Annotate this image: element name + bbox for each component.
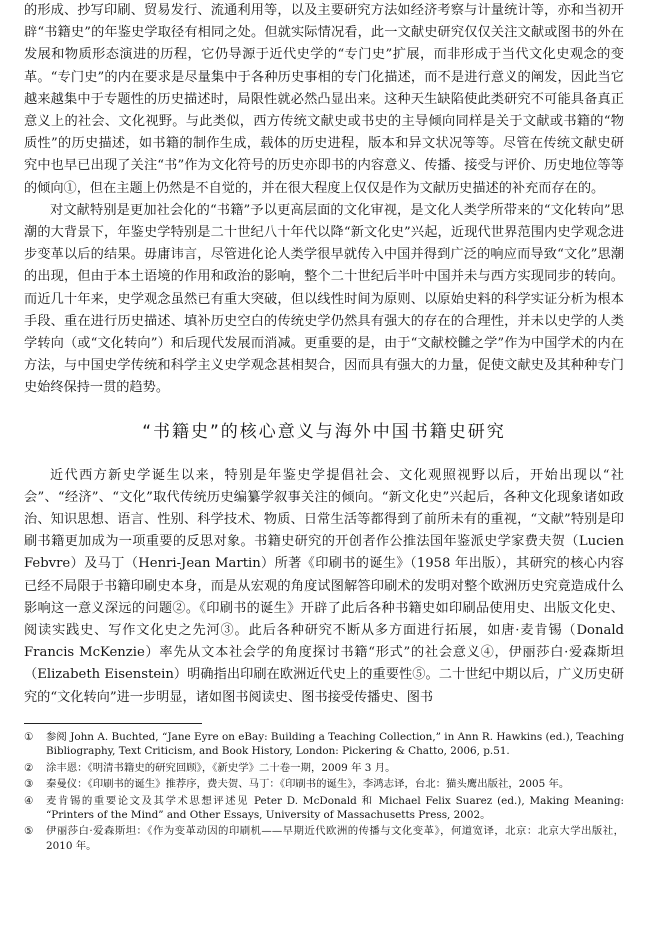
footnote-number: ① bbox=[24, 730, 34, 743]
footnote-2 bbox=[24, 761, 624, 775]
footnote-number: ⑤ bbox=[24, 825, 34, 838]
footnote-text: 麦肯锡的重要论文及其学术思想评述见 Peter D. McDonald 和 Michael Felix Suarez (ed.), Making Meaning: “Printers of the Mind” and Other Essays, University of Massachusetts Press, 2002。 bbox=[46, 794, 624, 821]
intro-paragraph-2: 对文献特别是更加社会化的“书籍”予以更高层面的文化审视，是文化人类学所带来的“文化转向”思潮的大背景下，年鉴史学特别是二十世纪八十年代以降“新文化史”兴起，近现代世界范围内史学观念进步变革以后的结果。毋庸讳言，尽管进化论人类学很早就传入中国并得到广泛的响应而导致“文化”思潮的出现，但由于本土语境的作用和政治的影响，整个二十世纪后半叶中国并未与西方实现同步的转向。而近几十年来，史学观念虽然已有重大突破，但以线性时间为原则、以原始史料的科学实证分析为根本手段、重在进行历史描述、填补历史空白的传统史学仍然具有强大的存在的合理性，并未以史学的人类学转向（或“文化转向”）和后现代发展而消减。更重要的是，由于“文献校雠之学”作为中国学术的内在方法，与中国史学传统和科学主义史学观念甚相契合，因而具有强大的力量，促使文献史及其种种专门史始终保持一贯的趋势。 bbox=[24, 202, 624, 396]
footnote-number: ④ bbox=[24, 794, 34, 807]
footnote-5 bbox=[24, 824, 624, 853]
footnote-1 bbox=[24, 730, 624, 759]
footnote-number: ② bbox=[24, 761, 34, 774]
footnote-number: ③ bbox=[24, 778, 34, 791]
footnote-text: 参阅 John A. Buchted, “Jane Eyre on eBay: Building a Teaching Collection,” in Ann R. Hawkins (ed.), Teaching Bibliography, Text Criticism, and Book History, London: Pickering & Chatto, 2006, p.51. bbox=[46, 730, 624, 758]
footnote-text: 涂丰恩：《明清书籍史的研究回顾》，《新史学》二十卷一期，2009 年 3 月。 bbox=[46, 761, 396, 774]
footnote-divider bbox=[24, 723, 202, 724]
section-paragraph: 近代西方新史学诞生以来，特别是年鉴史学提倡社会、文化观照视野以后，开始出现以“社会”、“经济”、“文化”取代传统历史编纂学叙事关注的倾向。“新文化史”兴起后，各种文化现象诸如政治、知识思想、语言、性别、科学技术、物质、日常生活等都得到了前所未有的重视，“文献”特别是印刷书籍更加成为一项重要的反思对象。书籍史研究的开创者作公推法国年鉴派史学家费夫贺（Lucien Febvre）及马丁（Henri-Jean Martin）所著《印刷书的诞生》（1958 年出版），其研究的核心内容已经不局限于书籍印刷史本身，而是从宏观的角度试图解答印刷术的发明对整个欧洲历史究竟造成什么影响这一意义深远的问题②。《印刷书的诞生》开辟了此后各种书籍史如印刷品使用史、出版文化史、阅读实践史、写作文化史之先河③。此后各种研究不断从多方面进行拓展，如唐·麦肯锡（Donald Francis McKenzie）率先从文本社会学的角度探讨书籍“形式”的社会意义④，伊丽莎白·爱森斯坦（Elizabeth Eisenstein）明确指出印刷在欧洲近代史上的重要性⑤。二十世纪中期以后，广义历史研究的“文化转向”进一步明显，诸如图书阅读史、图书接受传播史、图书 bbox=[24, 467, 624, 705]
footnote-text: 秦曼仪：《印刷书的诞生》推荐序，费夫贺、马丁：《印刷书的诞生》，李鸿志译，台北：猫头鹰出版社，2005 年。 bbox=[46, 778, 570, 791]
page bbox=[24, 0, 624, 855]
footnote-text: 伊丽莎白·爱森斯坦：《作为变革动因的印刷机——早期近代欧洲的传播与文化变革》，何道宽译，北京：北京大学出版社，2010 年。 bbox=[46, 825, 624, 852]
footnote-4 bbox=[24, 794, 624, 823]
footnote-3 bbox=[24, 777, 624, 791]
intro-paragraph-1: 的形成、抄写印刷、贸易发行、流通利用等，以及主要研究方法如经济考察与计量统计等，亦和当初开辟“书籍史”的年鉴史学取径有相同之处。但就实际情况看，此一文献史研究仅仅关注文献或图书的外在发展和物质形态演进的历程，它仍导源于近代史学的“专门史”扩展，而非形成于当代文化史观念的变革。“专门史”的内在要求是尽量集中于各种历史事相的专门化描述，而不是进行意义的阐发，因此当它越来越集中于专题性的历史描述时，局限性就必然凸显出来。这种天生缺陷使此类研究不可能具备真正意义上的社会、文化视野。与此类似，西方传统文献史或书史的主导倾向同样是关于文献或书籍的“物质性”的历史描述，如书籍的制作生成，载体的历史进程，版本和异文状况等等。尽管在传统文献史研究中也早已出现了关注“书”作为文化符号的历史亦即书的内容意义、传播、接受与评价、历史地位等等的倾向①，但在主题上仍然是不自觉的，并在很大程度上仅仅是作为文献历史描述的补充而存在的。 bbox=[24, 3, 624, 196]
section-heading: “书籍史”的核心意义与海外中国书籍史研究 bbox=[142, 421, 506, 442]
